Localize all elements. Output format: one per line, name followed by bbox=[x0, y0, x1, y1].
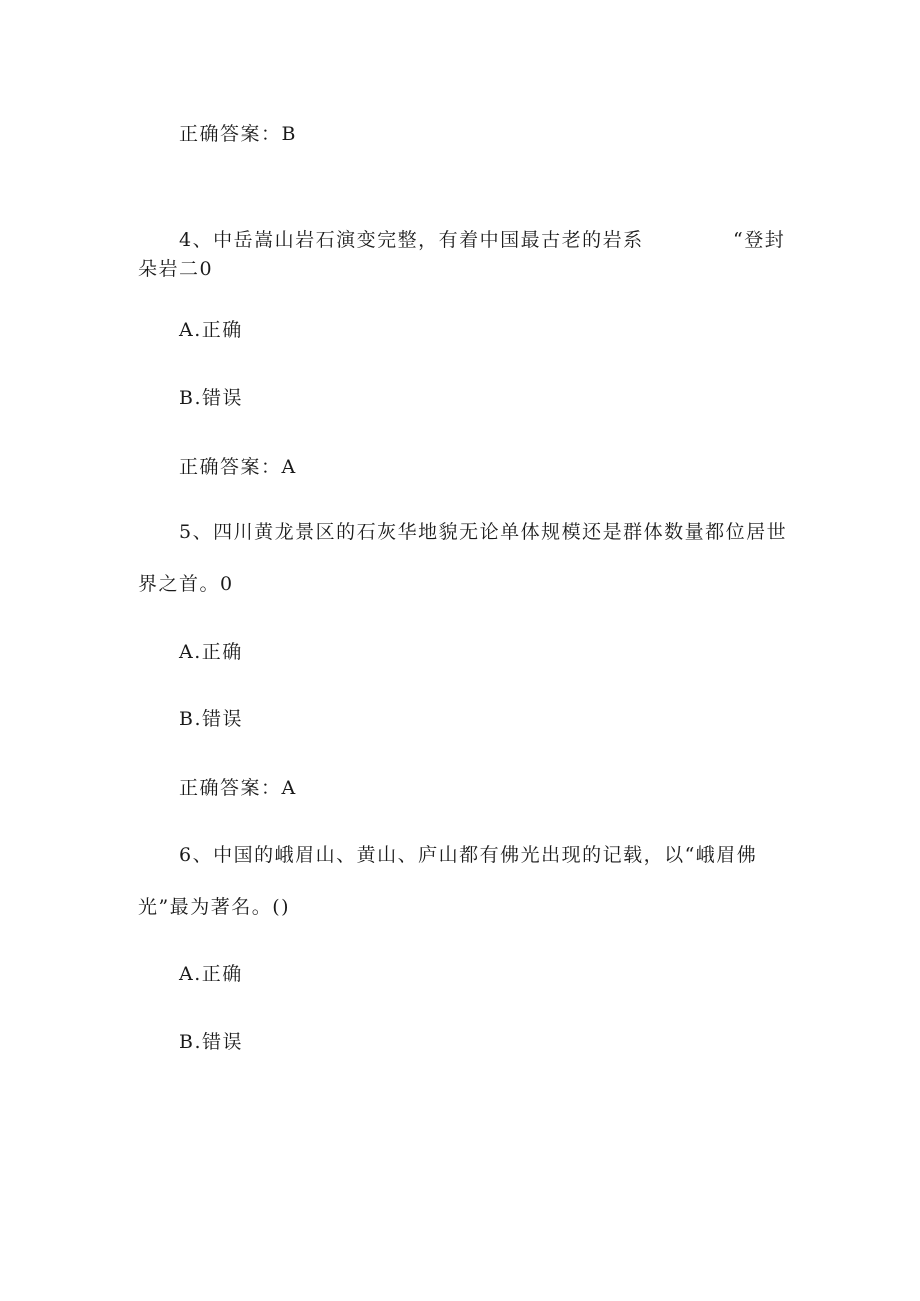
option-b: B.错误 bbox=[179, 387, 244, 409]
question-text-line2: 界之首。0 bbox=[138, 573, 234, 595]
option-a: A.正确 bbox=[179, 319, 243, 341]
question-text-line1: 6、中国的峨眉山、黄山、庐山都有佛光出现的记载，以“峨眉佛 bbox=[179, 844, 758, 866]
question-text-line2: 朵岩二0 bbox=[138, 258, 214, 280]
option-b: B.错误 bbox=[179, 1031, 244, 1053]
question-text-line1: 5、四川黄龙景区的石灰华地貌无论单体规模还是群体数量都位居世 bbox=[179, 521, 788, 543]
question-text-line2: 光”最为著名。() bbox=[138, 896, 291, 918]
correct-answer: 正确答案：A bbox=[179, 777, 297, 799]
option-a: A.正确 bbox=[179, 641, 243, 663]
prev-answer: 正确答案：B bbox=[179, 123, 297, 145]
option-b: B.错误 bbox=[179, 708, 244, 730]
question-text-line1: 4、中岳嵩山岩石演变完整，有着中国最古老的岩系 bbox=[179, 229, 644, 251]
correct-answer: 正确答案：A bbox=[179, 456, 297, 478]
option-a: A.正确 bbox=[179, 963, 243, 985]
question-text-line1-tail: “登封 bbox=[733, 229, 786, 251]
